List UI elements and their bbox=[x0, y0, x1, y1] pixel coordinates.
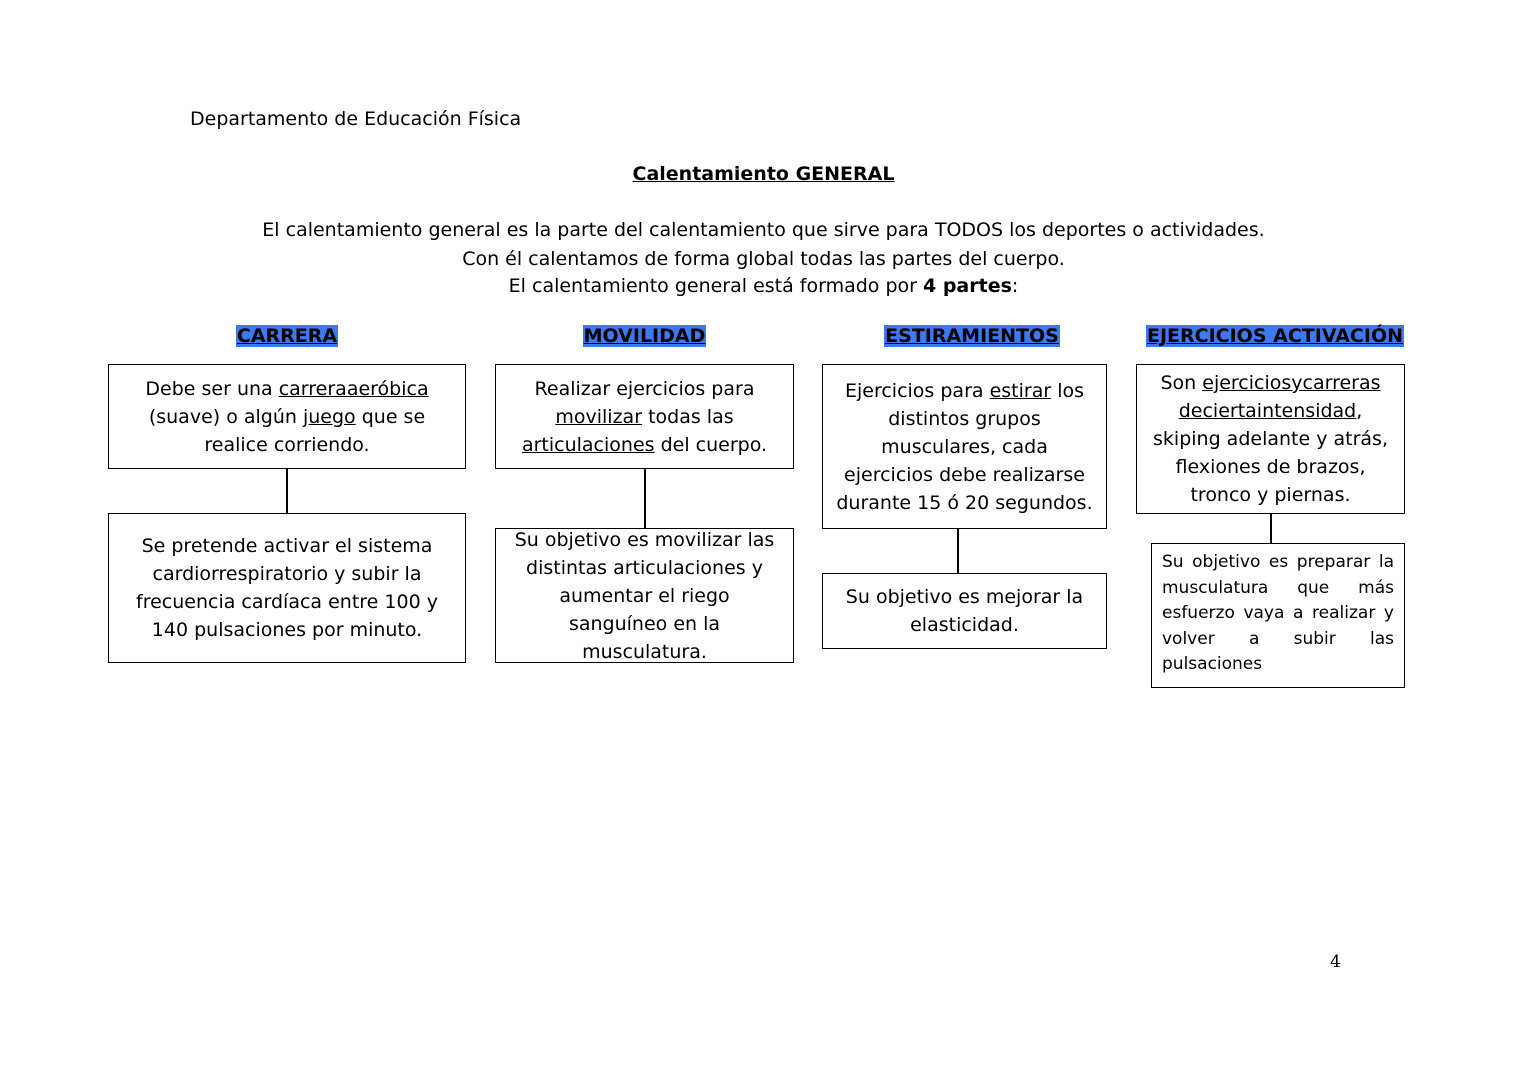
intro-line-1: El calentamiento general es la parte del calentamiento que sirve para TODOS los deportes o actividades. bbox=[262, 219, 1265, 241]
box-text: Su objetivo es movilizar las distintas articulaciones y aumentar el riego sanguíneo en la musculatura. bbox=[514, 528, 775, 663]
column-heading-carrera: CARRERA bbox=[236, 325, 338, 347]
box-underlined: carreraaeróbica bbox=[278, 377, 429, 400]
box-text: Ejercicios para bbox=[844, 379, 990, 402]
intro-line-3-bold: 4 partes bbox=[923, 275, 1012, 297]
box-underlined: articulaciones bbox=[521, 433, 655, 456]
column-heading-estiramientos-wrap bbox=[822, 323, 1122, 349]
box-underlined: ejerciciosycarreras deciertaintensidad bbox=[1178, 372, 1381, 422]
column-heading-activacion: EJERCICIOS ACTIVACIÓN bbox=[1147, 325, 1403, 347]
connector-line bbox=[286, 469, 288, 513]
column-heading-carrera-wrap bbox=[108, 323, 466, 349]
box-text: Debe ser una bbox=[145, 377, 279, 400]
estiramientos-objective-box bbox=[822, 573, 1107, 649]
activacion-description-box bbox=[1136, 364, 1405, 514]
estiramientos-description-box bbox=[822, 364, 1107, 529]
column-heading-movilidad: MOVILIDAD bbox=[583, 325, 706, 347]
box-underlined: estirar bbox=[989, 379, 1052, 402]
box-text: Realizar ejercicios para bbox=[534, 377, 755, 400]
column-heading-activacion-wrap bbox=[1136, 323, 1414, 349]
activacion-objective-box bbox=[1151, 543, 1405, 688]
box-text: (suave) o algún bbox=[148, 405, 303, 428]
connector-line bbox=[1270, 514, 1272, 543]
connector-line bbox=[644, 469, 646, 528]
movilidad-description-box bbox=[495, 364, 794, 469]
column-heading-movilidad-wrap bbox=[495, 323, 794, 349]
box-underlined: movilizar bbox=[555, 405, 643, 428]
box-text: Su objetivo es mejorar la elasticidad. bbox=[845, 586, 1084, 636]
page-title: Calentamiento GENERAL bbox=[632, 163, 895, 185]
box-text: del cuerpo. bbox=[654, 433, 768, 456]
intro-line-3-text: El calentamiento general está formado por bbox=[508, 275, 923, 297]
movilidad-objective-box bbox=[495, 528, 794, 663]
column-heading-estiramientos: ESTIRAMIENTOS bbox=[885, 325, 1059, 347]
box-underlined: juego bbox=[302, 405, 356, 428]
connector-line bbox=[957, 529, 959, 573]
department-header: Departamento de Educación Física bbox=[190, 108, 522, 130]
intro-line-3 bbox=[0, 275, 1527, 297]
page-number: 4 bbox=[1330, 952, 1341, 972]
carrera-description-box bbox=[108, 364, 466, 469]
box-text: que se realice corriendo. bbox=[204, 405, 426, 456]
box-text: Su objetivo es preparar la musculatura que más esfuerzo vaya a realizar y volver a subir las pulsaciones bbox=[1162, 552, 1394, 674]
intro-line-3-suffix: : bbox=[1011, 275, 1019, 297]
box-text: Son bbox=[1160, 372, 1203, 394]
box-text: todas las bbox=[642, 405, 734, 428]
intro-line-2: Con él calentamos de forma global todas las partes del cuerpo. bbox=[462, 248, 1065, 270]
box-text: , skiping adelante y atrás, flexiones de brazos, tronco y piernas. bbox=[1153, 400, 1388, 506]
box-text: Se pretende activar el sistema cardiorrespiratorio y subir la frecuencia cardíaca entre 100 y 140 pulsaciones por minuto. bbox=[136, 535, 438, 641]
carrera-objective-box bbox=[108, 513, 466, 663]
box-text: los distintos grupos musculares, cada ejercicios debe realizarse durante 15 ó 20 segundos. bbox=[836, 379, 1093, 514]
